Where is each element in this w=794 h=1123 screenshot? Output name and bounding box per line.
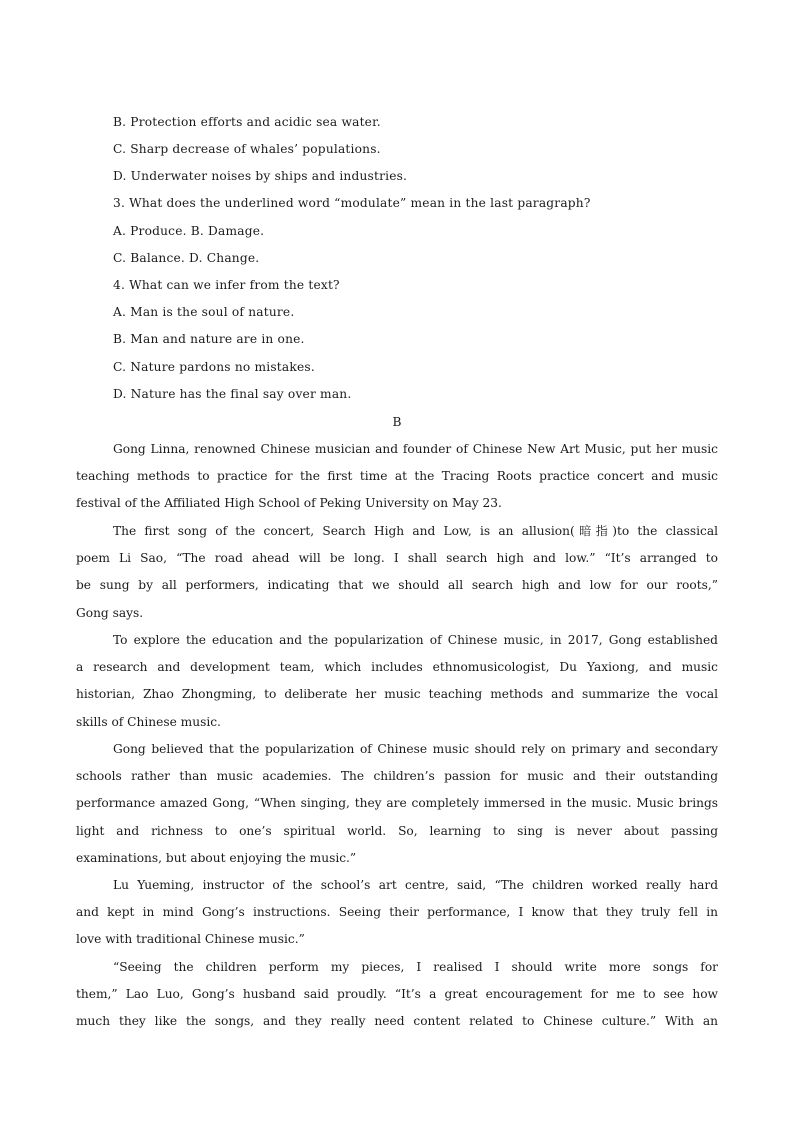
q3-stem: 3. What does the underlined word “modulate” mean in the last paragraph? xyxy=(113,196,591,210)
paragraph-line: performance amazed Gong, “When singing, they are completely immersed in the music. Music brings xyxy=(76,796,718,811)
paragraph-line: love with traditional Chinese music.” xyxy=(76,932,305,947)
q2-option-c: C. Sharp decrease of whales’ populations. xyxy=(113,142,381,156)
q4-option-d: D. Nature has the final say over man. xyxy=(113,387,352,401)
passage-paragraph-5 xyxy=(76,872,718,954)
passage-paragraph-4 xyxy=(76,736,718,872)
q4-option-c: C. Nature pardons no mistakes. xyxy=(113,360,315,374)
paragraph-line: examinations, but about enjoying the music.” xyxy=(76,850,357,865)
paragraph-line: a research and development team, which includes ethnomusicologist, Du Yaxiong, and music xyxy=(76,660,718,675)
paragraph-line: be sung by all performers, indicating that we should all search high and low for our roots,” xyxy=(76,578,718,593)
paragraph-line: skills of Chinese music. xyxy=(76,714,221,729)
paragraph-line: schools rather than music academies. The children’s passion for music and their outstanding xyxy=(76,769,718,784)
paragraph-line: them,” Lao Luo, Gong’s husband said proudly. “It’s a great encouragement for me to see how xyxy=(76,987,718,1002)
paragraph-line: The first song of the concert, Search High and Low, is an allusion(暗指)to the classical xyxy=(113,524,718,538)
q2-option-b: B. Protection efforts and acidic sea water. xyxy=(113,115,381,129)
passage-paragraph-2 xyxy=(76,518,718,627)
passage-paragraph-1 xyxy=(76,436,718,518)
section-label: B xyxy=(392,415,402,429)
paragraph-line: light and richness to one’s spiritual world. So, learning to sing is never about passing xyxy=(76,823,718,838)
paragraph-line: Lu Yueming, instructor of the school’s art centre, said, “The children worked really hard xyxy=(113,878,718,892)
q4-stem: 4. What can we infer from the text? xyxy=(113,278,340,292)
q2-option-d: D. Underwater noises by ships and industries. xyxy=(113,169,408,183)
paragraph-line: To explore the education and the popularization of Chinese music, in 2017, Gong established xyxy=(113,633,718,647)
paragraph-line: “Seeing the children perform my pieces, I realised I should write more songs for xyxy=(113,960,718,974)
paragraph-line: much they like the songs, and they really need content related to Chinese culture.” With an xyxy=(76,1014,718,1029)
paragraph-line: and kept in mind Gong’s instructions. Seeing their performance, I know that they truly fell in xyxy=(76,905,718,920)
paragraph-line: teaching methods to practice for the first time at the Tracing Roots practice concert and music xyxy=(76,469,718,484)
paragraph-line: Gong Linna, renowned Chinese musician and founder of Chinese New Art Music, put her music xyxy=(113,442,718,456)
q4-option-a: A. Man is the soul of nature. xyxy=(113,305,295,319)
paragraph-line: historian, Zhao Zhongming, to deliberate her music teaching methods and summarize the vocal xyxy=(76,687,718,702)
q3-options-ab: A. Produce. B. Damage. xyxy=(113,224,265,238)
q3-options-cd: C. Balance. D. Change. xyxy=(113,251,260,265)
passage-paragraph-3 xyxy=(76,627,718,736)
passage-paragraph-6 xyxy=(76,954,718,1036)
q4-option-b: B. Man and nature are in one. xyxy=(113,332,305,346)
paragraph-line: poem Li Sao, “The road ahead will be long. I shall search high and low.” “It’s arranged to xyxy=(76,551,718,566)
paragraph-line: Gong says. xyxy=(76,605,144,620)
paragraph-line: festival of the Affiliated High School of Peking University on May 23. xyxy=(76,496,502,511)
paragraph-line: Gong believed that the popularization of Chinese music should rely on primary and secondary xyxy=(113,742,718,756)
